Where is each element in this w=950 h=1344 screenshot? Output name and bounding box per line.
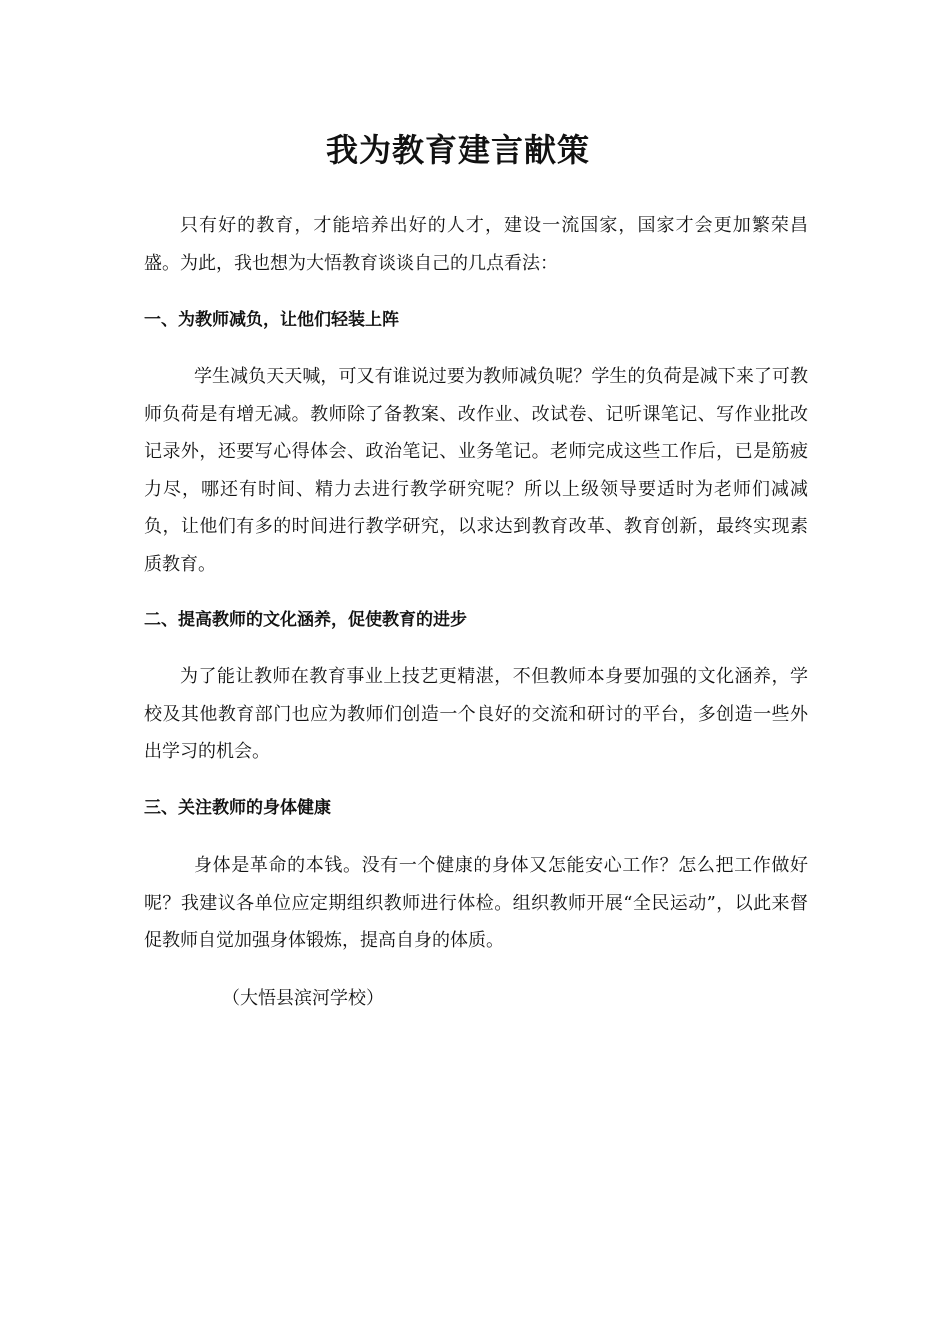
section-1-heading: 一、为教师减负，让他们轻装上阵 [144,310,399,330]
section-2-heading: 二、提高教师的文化涵养，促使教育的进步 [144,610,467,630]
section-3-heading: 三、关注教师的身体健康 [144,798,331,818]
document-title: 我为教育建言献策 [325,131,590,169]
section-2-body: 为了能让教师在教育事业上技艺更精湛，不但教师本身要加强的文化涵养，学校及其他教育部门也应为教师们创造一个良好的交流和研讨的平台，多创造一些外出学习的机会。 [144,666,808,762]
section-1-body: 学生减负天天喊，可又有谁说过要为教师减负呢？学生的负荷是减下来了可教师负荷是有增无减。教师除了备教案、改作业、改试卷、记听课笔记、写作业批改记录外，还要写心得体会、政治笔记、业务笔记。老师完成这些工作后，已是筋疲力尽，哪还有时间、精力去进行教学研究呢？所以上级领导要适时为老师们减减负，让他们有多的时间进行教学研究，以求达到教育改革、教育创新，最终实现素质教育。 [144,366,808,575]
signature: （大悟县滨河学校） [222,988,384,1009]
intro-paragraph: 只有好的教育，才能培养出好的人才，建设一流国家，国家才会更加繁荣昌盛。为此，我也想为大悟教育谈谈自己的几点看法： [144,215,808,274]
section-3-body: 身体是革命的本钱。没有一个健康的身体又怎能安心工作？怎么把工作做好呢？我建议各单位应定期组织教师进行体检。组织教师开展“全民运动”，以此来督促教师自觉加强身体锻炼，提高自身的体质。 [144,855,808,951]
